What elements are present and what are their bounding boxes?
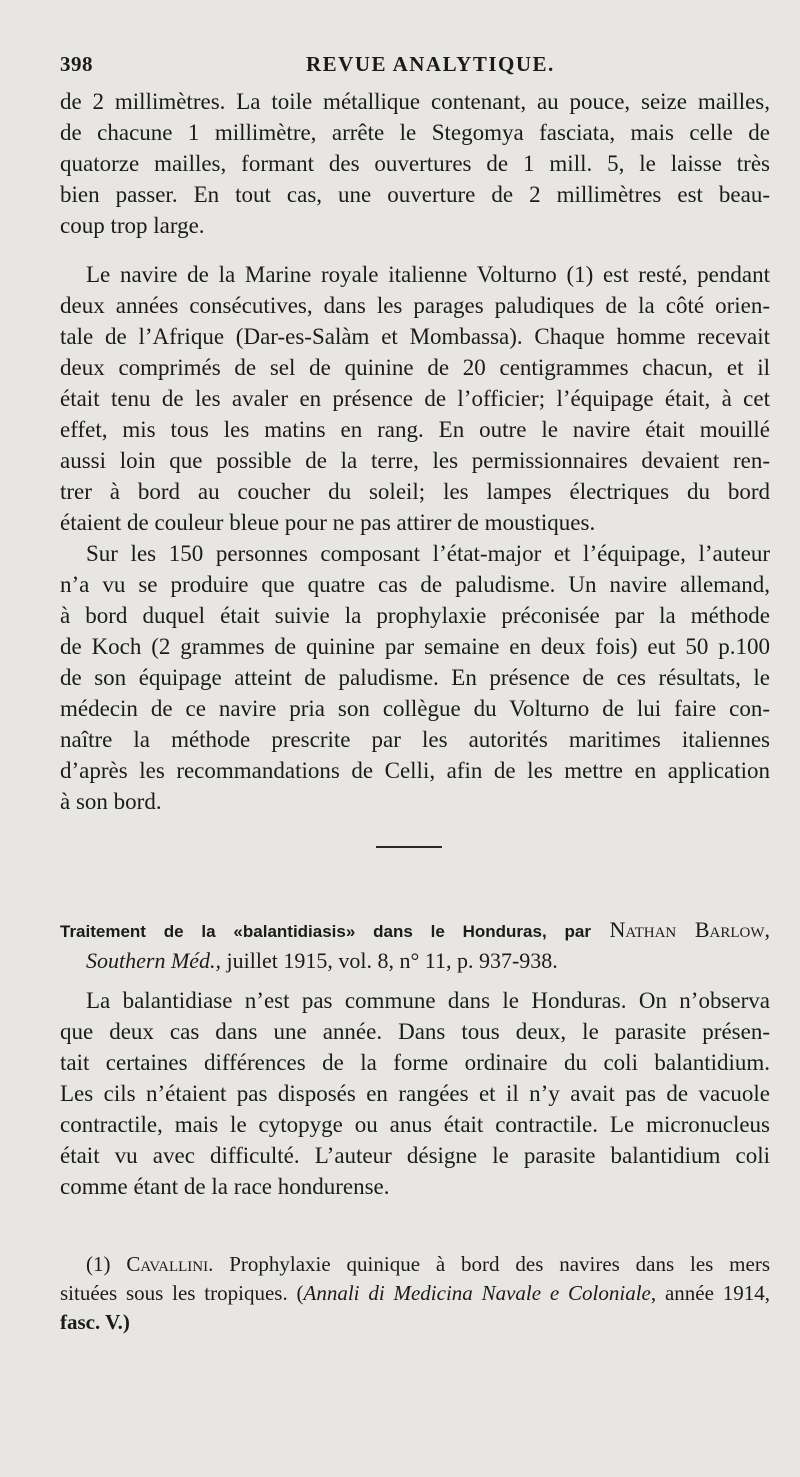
paragraph-volturno xyxy=(60,259,770,538)
article-author: Nathan Barlow, xyxy=(609,917,771,942)
text-line: d’après les recommandations de Celli, afin de les mettre en application xyxy=(60,758,770,783)
footnote xyxy=(60,1250,770,1337)
text-line: effet, mis tous les matins en rang. En outre le navire était mouillé xyxy=(60,417,770,442)
section-divider xyxy=(376,846,442,848)
text-line: coup trop large. xyxy=(60,213,205,238)
text-line: à bord duquel était suivie la prophylaxie préconisée par la méthode xyxy=(60,603,770,628)
page-header xyxy=(60,52,740,88)
journal-name: Southern Méd., xyxy=(86,948,222,973)
paragraph-continued xyxy=(60,86,770,241)
text-line: trer à bord au coucher du soleil; les lampes électriques du bord xyxy=(60,479,770,504)
paragraph-balantidiase xyxy=(60,985,770,1202)
text-line: de chacune 1 millimètre, arrête le Stegomya fasciata, mais celle de xyxy=(60,120,770,145)
text-line: de Koch (2 grammes de quinine par semaine en deux fois) eut 50 p.100 xyxy=(60,634,770,659)
text-line: Les cils n’étaient pas disposés en rangées et il n’y avait pas de vacuole xyxy=(60,1081,770,1106)
text-line: bien passer. En tout cas, une ouverture de 2 millimètres est beau- xyxy=(60,182,770,207)
text-line: était tenu de les avaler en présence de l’officier; l’équipage était, à cet xyxy=(60,386,770,411)
text-line: étaient de couleur bleue pour ne pas attirer de moustiques. xyxy=(60,510,596,535)
citation-details: juillet 1915, vol. 8, n° 11, p. 937-938. xyxy=(226,948,558,973)
footnote-text: , année 1914, xyxy=(650,1281,770,1305)
text-line: contractile, mais le cytopyge ou anus était contractile. Le micronucleus xyxy=(60,1112,770,1137)
text-line: médecin de ce navire pria son collègue du Volturno de lui faire con- xyxy=(60,696,770,721)
text-line: naître la méthode prescrite par les autorités maritimes italiennes xyxy=(60,727,770,752)
article-title: Traitement de la «balantidiasis» dans le Honduras, par xyxy=(60,922,591,941)
footnote-text: Prophylaxie quinique à bord des navires dans les mers xyxy=(229,1252,770,1276)
text-line: La balantidiase n’est pas commune dans le Honduras. On n’observa xyxy=(86,988,770,1013)
footnote-journal: Annali di Medicina Navale e Coloniale xyxy=(303,1281,651,1305)
text-line: Sur les 150 personnes composant l’état-major et l’équipage, l’auteur xyxy=(86,541,770,566)
text-line: tale de l’Afrique (Dar-es-Salàm et Mombassa). Chaque homme recevait xyxy=(60,324,770,349)
footnote-author: Cavallini. xyxy=(126,1252,214,1276)
article-heading xyxy=(60,914,770,976)
page-number: 398 xyxy=(60,52,93,76)
text-line: deux années consécutives, dans les parages paludiques de la côté orien- xyxy=(60,293,770,318)
text-line: de son équipage atteint de paludisme. En présence de ces résultats, le xyxy=(60,665,770,690)
text-line: à son bord. xyxy=(60,789,162,814)
running-title: REVUE ANALYTIQUE. xyxy=(306,52,555,76)
footnote-marker: (1) xyxy=(86,1252,111,1276)
text-line: que deux cas dans une année. Dans tous deux, le parasite présen- xyxy=(60,1019,770,1044)
text-line: tait certaines différences de la forme ordinaire du coli balantidium. xyxy=(60,1050,770,1075)
text-line: aussi loin que possible de la terre, les permissionnaires devaient ren- xyxy=(60,448,770,473)
paragraph-results xyxy=(60,538,770,817)
footnote-text: fasc. V.) xyxy=(60,1310,130,1334)
text-line: comme étant de la race hondurense. xyxy=(60,1174,390,1199)
text-line: n’a vu se produire que quatre cas de paludisme. Un navire allemand, xyxy=(60,572,770,597)
text-line: Le navire de la Marine royale italienne Volturno (1) est resté, pendant xyxy=(86,262,770,287)
footnote-text: situées sous les tropiques. ( xyxy=(60,1281,304,1305)
text-line: deux comprimés de sel de quinine de 20 centigrammes chacun, et il xyxy=(60,355,770,380)
text-line: quatorze mailles, formant des ouvertures de 1 mill. 5, le laisse très xyxy=(60,151,770,176)
text-line: était vu avec difficulté. L’auteur désigne le parasite balantidium coli xyxy=(60,1143,770,1168)
text-line: de 2 millimètres. La toile métallique contenant, au pouce, seize mailles, xyxy=(60,89,770,114)
